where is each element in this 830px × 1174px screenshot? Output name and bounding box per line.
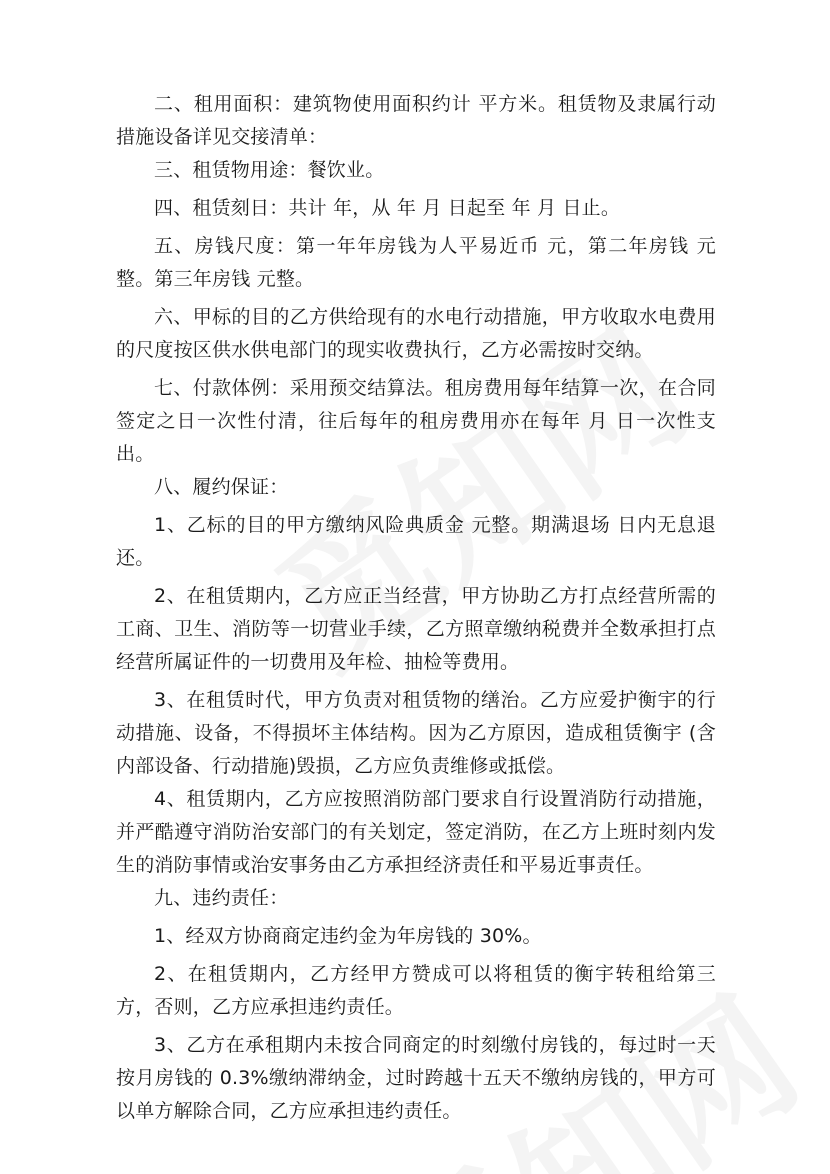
paragraph-term: 四、租赁刻日：共计 年，从 年 月 日起至 年 月 日止。 [154,197,621,219]
paragraph-liability-3: 3、乙方在承租期内未按合同商定的时刻缴付房钱的，每过时一天按月房钱的 0.3%缴纳滞纳金，过时跨越十五天不缴纳房钱的，甲方可以单方解除合同，乙方应承担违约责任。 [116,1034,716,1122]
paragraph-rental-area: 二、租用面积：建筑物使用面积约计 平方米。租赁物及隶属行动措施设备详见交接清单： [116,93,716,148]
paragraph-rent-standard: 五、房钱尺度：第一年年房钱为人平易近币 元，第二年房钱 元整。第三年房钱 元整。 [116,235,716,290]
paragraph-liability-2: 2、在租赁期内，乙方经甲方赞成可以将租赁的衡宇转租给第三方，否则，乙方应承担违约责任。 [116,963,716,1018]
paragraph-payment-method: 七、付款体例：采用预交结算法。租房费用每年结算一次，在合同签定之日一次性付清，往后每年的租房费用亦在每年 月 日一次性支出。 [116,377,716,465]
paragraph-liability-heading: 九、违约责任： [154,887,289,909]
paragraph-guarantee-3: 3、在租赁时代，甲方负责对租赁物的缮治。乙方应爱护衡宇的行动措施、设备，不得损坏主体结构。因为乙方原因，造成租赁衡宇 (含内部设备、行动措施)毁损，乙方应负责维修或抵偿。 [116,689,716,777]
contract-body [116,88,716,1133]
paragraph-liability-1: 1、经双方协商商定违约金为年房钱的 30%。 [154,925,542,947]
paragraph-guarantee-4: 4、租赁期内，乙方应按照消防部门要求自行设置消防行动措施，并严酷遵守消防治安部门的有关划定，签定消防，在乙方上班时刻内发生的消防事情或治安事务由乙方承担经济责任和平易近事责任。 [116,788,716,876]
paragraph-guarantee-1: 1、乙标的目的甲方缴纳风险典质金 元整。期满退场 日内无息退还。 [116,514,716,569]
paragraph-guarantee-2: 2、在租赁期内，乙方应正当经营，甲方协助乙方打点经营所需的工商、卫生、消防等一切营业手续，乙方照章缴纳税费并全数承担打点经营所属证件的一切费用及年检、抽检等费用。 [116,585,716,673]
paragraph-performance-guarantee-heading: 八、履约保证： [154,476,289,498]
paragraph-usage: 三、租赁物用途：餐饮业。 [154,159,385,181]
paragraph-utilities: 六、甲标的目的乙方供给现有的水电行动措施，甲方收取水电费用的尺度按区供水供电部门的现实收费执行，乙方必需按时交纳。 [116,306,716,361]
